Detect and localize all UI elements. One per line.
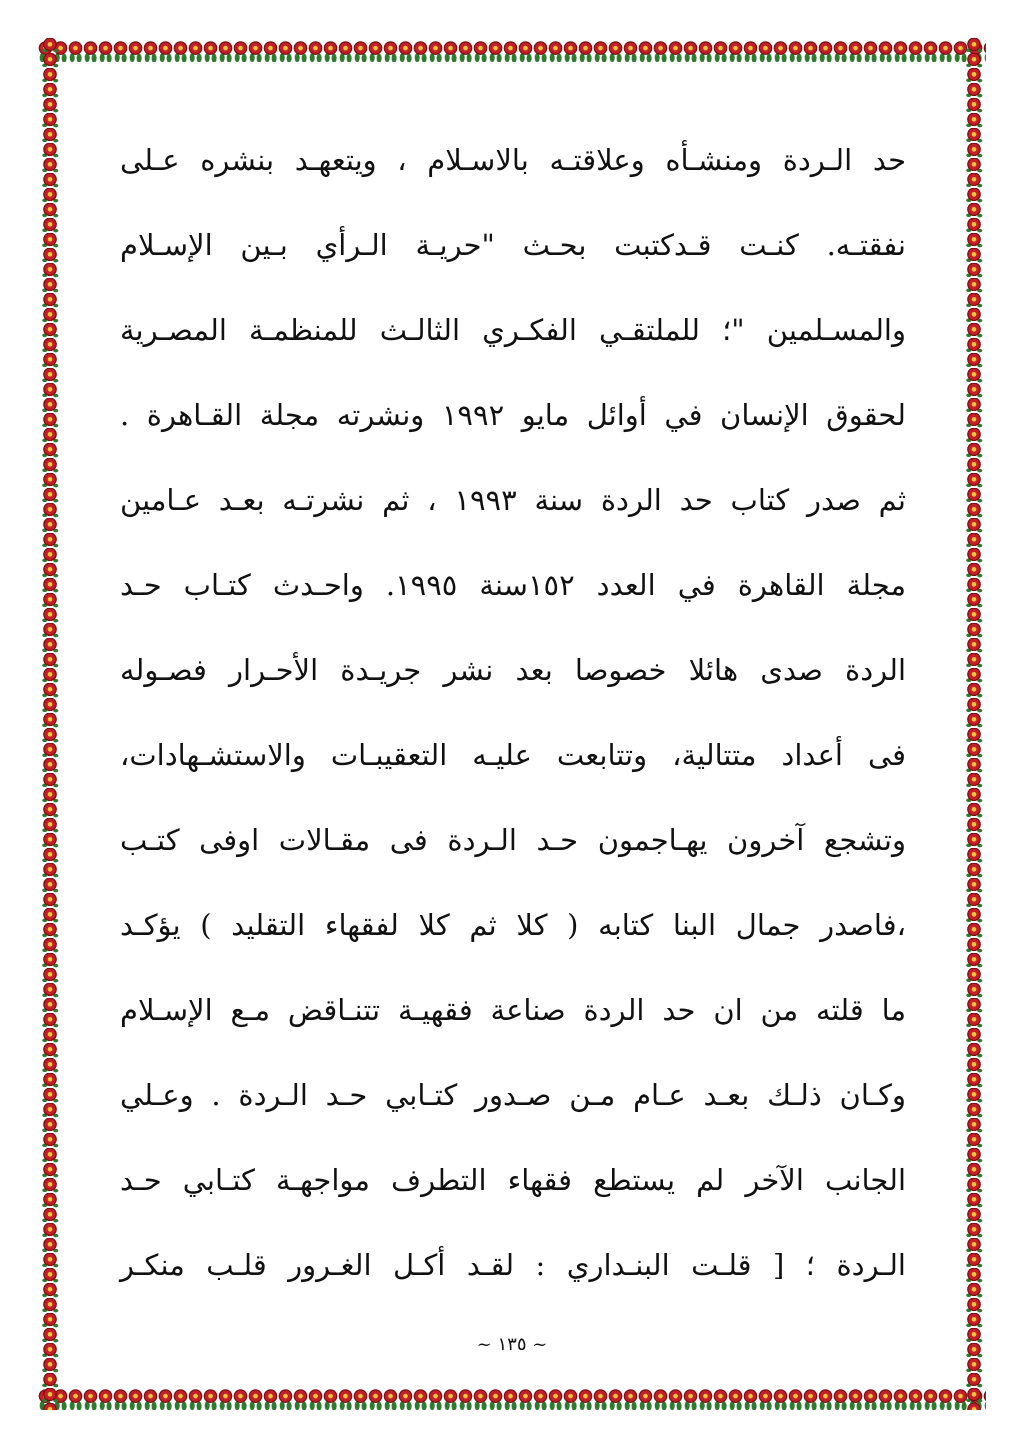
page-number: ~ ١٣٥ ~ (476, 1334, 548, 1355)
text-line: ثم صدر كتاب حد الردة سنة ١٩٩٣ ، ثم نشرتـه بعـد عـامين (120, 483, 906, 517)
border-top (38, 38, 986, 62)
border-left (38, 38, 62, 1410)
text-line: ما قلته من ان حد الردة صناعة فقهيـة تتنـاقض مـع الإسـلام (120, 993, 906, 1027)
text-line: الجانب الآخر لم يستطع فقهاء التطرف مواجهـة كتـابي حـد (120, 1163, 906, 1197)
text-line: لحقوق الإنسان في أوائل مايو ١٩٩٢ ونشرته مجلة القـاهرة . (120, 398, 906, 432)
text-line: وتشجع آخرون يهـاجمون حـد الـردة فى مقـالات اوفى كتـب (120, 823, 906, 857)
text-line: الردة صدى هائلا خصوصا بعد نشر جريـدة الأحـرار فصـوله (120, 653, 906, 687)
text-line: وكـان ذلـك بعـد عـام مـن صـدور كتـابي حـد الـردة . وعـلي (120, 1078, 906, 1112)
text-line: نفقتـه. كنـت قـدكتبت بحـث "حريـة الـرأي بـين الإسـلام (120, 228, 906, 262)
text-line: فى أعداد متتالية، وتتابعت عليـه التعقيبـات والاستشـهادات، (120, 738, 906, 772)
text-line: الـردة ؛ [ قلـت البنـداري : لقـد أكـل الغـرور قلـب منكـر (120, 1248, 906, 1282)
border-bottom (38, 1386, 986, 1410)
text-line: والمسـلمين "؛ للملتقـي الفكـري الثالـث للمنظمـة المصـرية (120, 313, 906, 347)
text-line: حد الـردة ومنشـأه وعلاقتـه بالاسـلام ، ويتعهـد بنشره عـلى (120, 143, 906, 177)
text-line: مجلة القاهرة في العدد ١٥٢سنة ١٩٩٥. واحـدث كتـاب حـد (120, 568, 906, 602)
body-text (120, 118, 906, 1308)
border-right (962, 38, 986, 1410)
text-line: ،فاصدر جمال البنا كتابه ( كلا ثم كلا لفقهاء التقليد ) يؤكـد (120, 908, 906, 942)
